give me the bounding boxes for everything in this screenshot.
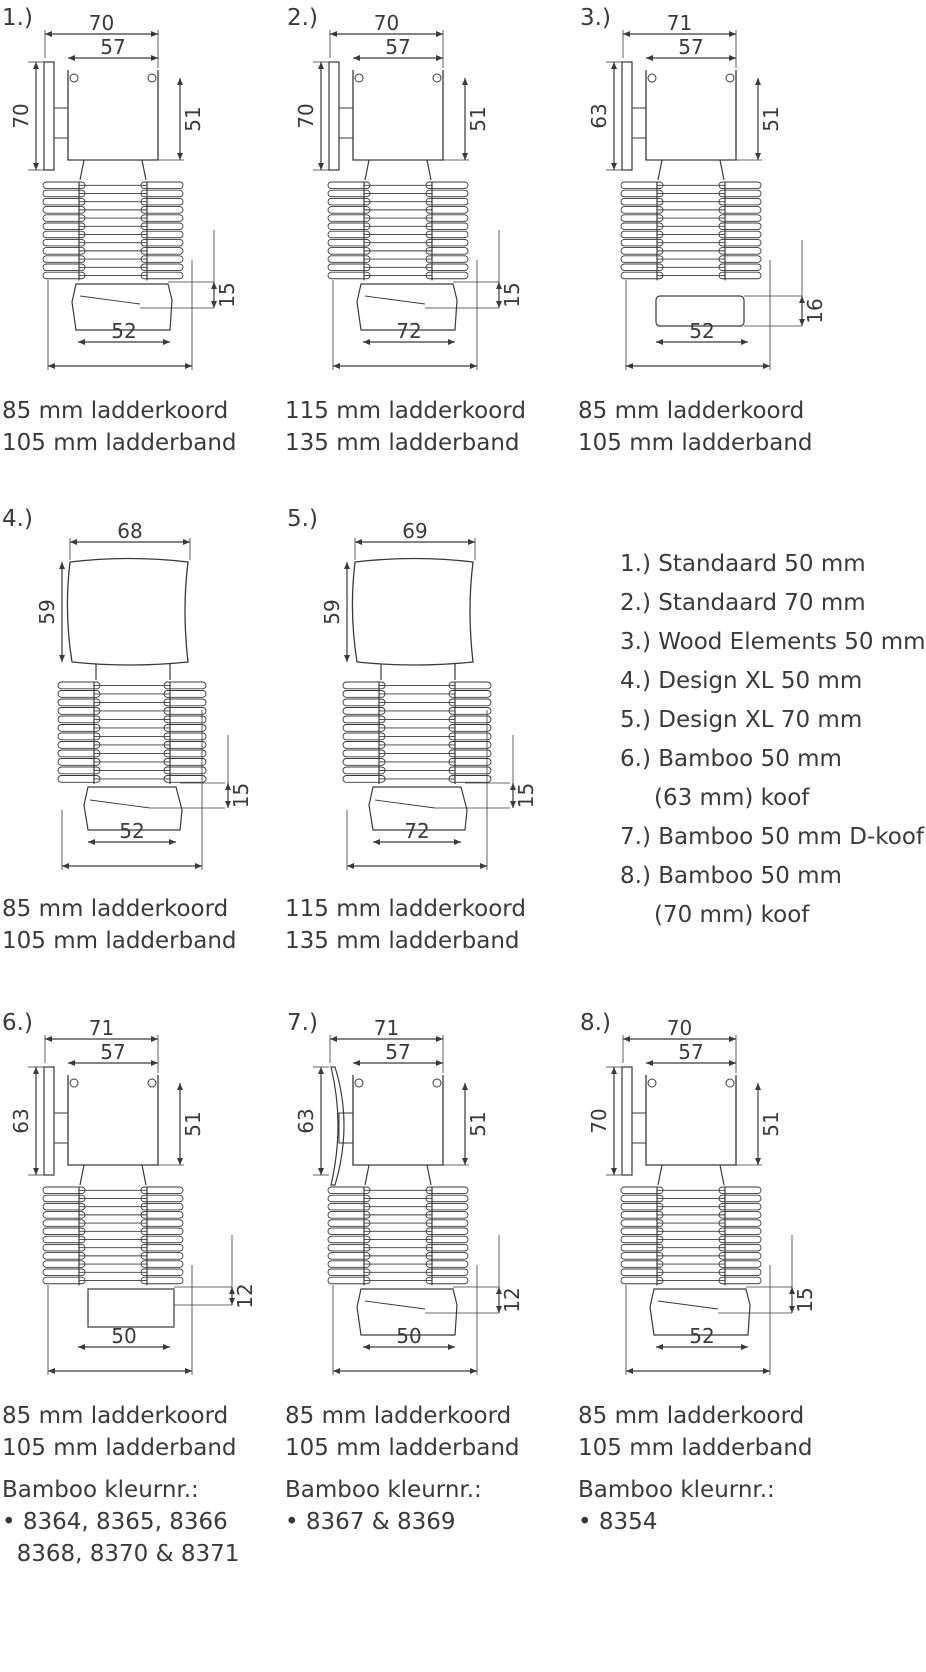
mounting-plate: [44, 62, 54, 170]
dimension-label: 71: [88, 1016, 115, 1040]
ladderkoord-text: 85 mm ladderkoord: [285, 1403, 512, 1429]
dimension-label: 52: [689, 319, 715, 343]
dimension-label: 15: [229, 782, 253, 809]
arrow-head: [454, 839, 461, 845]
arrow-head: [78, 1344, 85, 1350]
bottom-rail-line: [365, 296, 425, 304]
cord-caption: [285, 1400, 520, 1538]
stack-edge: [142, 160, 146, 180]
head-rail: [353, 1075, 443, 1165]
ladderband-text: 105 mm ladderband: [578, 430, 813, 456]
panel-number: 8.): [580, 1010, 611, 1036]
bracket: [339, 108, 353, 138]
rail-hook: [726, 1079, 734, 1087]
arrow-head: [318, 62, 324, 69]
arrow-head: [462, 153, 468, 160]
arrow-head: [163, 339, 170, 345]
head-rail: [646, 1075, 736, 1165]
bamboo-title: Bamboo kleurnr.:: [285, 1477, 482, 1503]
mounting-plate: [329, 62, 339, 170]
panel-number: 6.): [2, 1010, 33, 1036]
dimension-label: 50: [396, 1324, 422, 1348]
model-legend: [620, 545, 926, 935]
dimension-label: 63: [294, 1108, 318, 1134]
cord-caption: [578, 395, 813, 459]
stack-edge: [80, 160, 84, 180]
dimension-label: 57: [385, 1040, 411, 1064]
arrow-head: [763, 1368, 770, 1374]
arrow-head: [436, 31, 443, 37]
arrow-head: [448, 339, 455, 345]
arrow-head: [755, 1158, 761, 1165]
arrow-head: [177, 78, 183, 85]
arrow-head: [78, 339, 85, 345]
arrow-head: [318, 163, 324, 170]
legend-item: 3.) Wood Elements 50 mm: [620, 629, 926, 655]
stack-edge: [80, 1165, 84, 1185]
arrow-head: [470, 363, 477, 369]
bottom-rail-line: [365, 1301, 425, 1309]
arrow-head: [151, 1060, 158, 1066]
ladderkoord-text: 85 mm ladderkoord: [2, 1403, 229, 1429]
ladderband-text: 135 mm ladderband: [285, 928, 520, 954]
dimension-label: 12: [500, 1287, 524, 1313]
arrow-head: [646, 55, 653, 61]
ladderkoord-text: 115 mm ladderkoord: [285, 896, 526, 922]
legend-item: 5.) Design XL 70 mm: [620, 707, 863, 733]
dimension-label: 70: [294, 103, 318, 129]
ladderkoord-text: 85 mm ladderkoord: [578, 398, 805, 424]
head-rail: [646, 70, 736, 160]
dimension-label: 70: [9, 103, 33, 129]
panel-number: 2.): [287, 5, 318, 31]
arrow-head: [344, 562, 350, 569]
arrow-head: [318, 1168, 324, 1175]
head-rail: [352, 559, 473, 666]
technical-drawing: [0, 1005, 300, 1395]
arrow-head: [656, 1344, 663, 1350]
legend-item: 4.) Design XL 50 mm: [620, 668, 863, 694]
arrow-head: [185, 1368, 192, 1374]
arrow-head: [347, 863, 354, 869]
ladderkoord-text: 85 mm ladderkoord: [2, 398, 229, 424]
arrow-head: [363, 1344, 370, 1350]
bottom-bar: [88, 1289, 174, 1327]
arrow-head: [33, 1067, 39, 1074]
arrow-head: [45, 31, 52, 37]
technical-drawing: [0, 0, 300, 390]
bracket: [54, 1113, 68, 1143]
dimension-label: 70: [666, 1016, 693, 1040]
dimension-label: 16: [803, 298, 827, 324]
rail-hook: [70, 1079, 78, 1087]
dimension-label: 63: [587, 103, 611, 129]
bamboo-title: Bamboo kleurnr.:: [2, 1477, 199, 1503]
arrow-head: [623, 31, 630, 37]
dimension-label: 52: [689, 1324, 715, 1348]
arrow-head: [729, 1060, 736, 1066]
bottom-rail-line: [658, 1301, 718, 1309]
dimension-label: 51: [759, 106, 783, 132]
ladderkoord-text: 115 mm ladderkoord: [285, 398, 526, 424]
arrow-head: [185, 363, 192, 369]
dimension-label: 15: [793, 1287, 817, 1313]
arrow-head: [48, 1368, 55, 1374]
dimension-label: 50: [111, 1324, 137, 1348]
bracket: [54, 108, 68, 138]
panel-number: 5.): [287, 506, 318, 532]
dimension-label: 51: [466, 106, 490, 132]
technical-drawing: [578, 0, 878, 390]
ladderkoord-text: 85 mm ladderkoord: [578, 1403, 805, 1429]
arrow-head: [195, 863, 202, 869]
arrow-head: [151, 31, 158, 37]
arrow-head: [729, 31, 736, 37]
bamboo-colors: • 8354: [578, 1509, 658, 1535]
cord-caption: [2, 1400, 239, 1570]
arrow-head: [646, 1060, 653, 1066]
ladderband-text: 105 mm ladderband: [2, 1435, 237, 1461]
arrow-head: [626, 363, 633, 369]
bamboo-colors: • 8364, 8365, 8366: [2, 1509, 228, 1535]
arrow-head: [45, 1036, 52, 1042]
head-rail: [68, 70, 158, 160]
arrow-head: [729, 55, 736, 61]
arrow-head: [59, 562, 65, 569]
arrow-head: [373, 839, 380, 845]
legend-item: 1.) Standaard 50 mm: [620, 551, 866, 577]
arrow-head: [363, 339, 370, 345]
dimension-label: 71: [373, 1016, 400, 1040]
cord-caption: [285, 893, 526, 957]
legend-item: 6.) Bamboo 50 mm: [620, 746, 842, 772]
technical-drawing: [578, 1005, 878, 1395]
arrow-head: [33, 163, 39, 170]
bracket: [632, 1113, 646, 1143]
dimension-label: 51: [181, 106, 205, 132]
arrow-head: [462, 1083, 468, 1090]
arrow-head: [462, 1158, 468, 1165]
dimension-label: 69: [402, 519, 428, 543]
arrow-head: [330, 31, 337, 37]
rail-hook: [148, 1079, 156, 1087]
bracket: [632, 108, 646, 138]
arrow-head: [70, 539, 77, 545]
arrow-head: [177, 1158, 183, 1165]
dimension-label: 70: [373, 11, 400, 35]
bamboo-title: Bamboo kleurnr.:: [578, 1477, 775, 1503]
arrow-head: [763, 363, 770, 369]
bottom-rail-line: [80, 296, 140, 304]
arrow-head: [436, 1036, 443, 1042]
stack-edge: [658, 160, 662, 180]
arrow-head: [755, 78, 761, 85]
stack-edge: [142, 1165, 146, 1185]
arrow-head: [169, 839, 176, 845]
dimension-label: 70: [587, 1108, 611, 1134]
arrow-head: [68, 55, 75, 61]
arrow-head: [611, 1067, 617, 1074]
dimension-label: 51: [466, 1111, 490, 1137]
arrow-head: [611, 1168, 617, 1175]
panel-number: 1.): [2, 5, 33, 31]
stack-edge: [720, 1165, 724, 1185]
arrow-head: [729, 1036, 736, 1042]
bottom-rail-line: [375, 800, 435, 808]
dimension-label: 71: [666, 11, 693, 35]
arrow-head: [436, 1060, 443, 1066]
dimension-label: 59: [35, 599, 59, 625]
rail-hook: [648, 1079, 656, 1087]
ladderkoord-text: 85 mm ladderkoord: [2, 896, 229, 922]
cord-caption: [2, 893, 237, 957]
dimension-label: 51: [759, 1111, 783, 1137]
mounting-plate: [622, 62, 632, 170]
stack-edge: [365, 160, 369, 180]
mounting-plate: [622, 1067, 632, 1175]
dimension-label: 52: [111, 319, 137, 343]
arrow-head: [626, 1368, 633, 1374]
rail-hook: [355, 74, 363, 82]
arrow-head: [480, 863, 487, 869]
head-rail: [67, 559, 188, 666]
arrow-head: [151, 55, 158, 61]
arrow-head: [318, 1067, 324, 1074]
bottom-rail-line: [90, 800, 150, 808]
panel-number: 4.): [2, 506, 33, 532]
stack-edge: [658, 1165, 662, 1185]
ladderband-text: 105 mm ladderband: [285, 1435, 520, 1461]
stack-edge: [427, 160, 431, 180]
stack-edge: [365, 1165, 369, 1185]
rail-hook: [148, 74, 156, 82]
technical-drawing: [285, 0, 585, 390]
arrow-head: [353, 55, 360, 61]
dimension-label: 57: [100, 35, 126, 59]
bracket: [339, 1113, 353, 1143]
ladderband-text: 105 mm ladderband: [2, 430, 237, 456]
ladderband-text: 105 mm ladderband: [578, 1435, 813, 1461]
panel-number: 3.): [580, 5, 611, 31]
dimension-label: 15: [215, 282, 239, 308]
legend-item: 2.) Standaard 70 mm: [620, 590, 866, 616]
technical-drawing: [285, 1005, 585, 1395]
arrow-head: [755, 1083, 761, 1090]
cord-caption: [2, 395, 237, 459]
arrow-head: [33, 1168, 39, 1175]
cord-caption: [285, 395, 526, 459]
dimension-label: 59: [320, 599, 344, 625]
arrow-head: [741, 1344, 748, 1350]
arrow-head: [330, 1036, 337, 1042]
d-valance-plate: [331, 1067, 344, 1185]
rail-hook: [648, 74, 656, 82]
arrow-head: [344, 655, 350, 662]
arrow-head: [448, 1344, 455, 1350]
legend-item: 7.) Bamboo 50 mm D-koof: [620, 824, 925, 850]
arrow-head: [470, 1368, 477, 1374]
dimension-label: 15: [500, 282, 524, 308]
legend-item-continuation: (70 mm) koof: [654, 902, 810, 928]
bamboo-colors: • 8367 & 8369: [285, 1509, 456, 1535]
dimension-label: 57: [100, 1040, 126, 1064]
arrow-head: [59, 655, 65, 662]
rail-hook: [355, 1079, 363, 1087]
dimension-label: 51: [181, 1111, 205, 1137]
arrow-head: [355, 539, 362, 545]
head-rail: [353, 70, 443, 160]
dimension-label: 57: [385, 35, 411, 59]
rail-hook: [726, 74, 734, 82]
arrow-head: [333, 363, 340, 369]
dimension-label: 70: [88, 11, 115, 35]
arrow-head: [656, 339, 663, 345]
cord-caption: [578, 1400, 813, 1538]
dimension-label: 72: [396, 319, 422, 343]
arrow-head: [48, 363, 55, 369]
arrow-head: [468, 539, 475, 545]
arrow-head: [177, 1083, 183, 1090]
ladderband-text: 135 mm ladderband: [285, 430, 520, 456]
ladderband-text: 105 mm ladderband: [2, 928, 237, 954]
arrow-head: [353, 1060, 360, 1066]
rail-hook: [433, 1079, 441, 1087]
arrow-head: [151, 1036, 158, 1042]
technical-drawing: [0, 500, 300, 890]
dimension-label: 68: [117, 519, 143, 543]
arrow-head: [88, 839, 95, 845]
arrow-head: [436, 55, 443, 61]
dimension-label: 57: [678, 1040, 704, 1064]
arrow-head: [462, 78, 468, 85]
rail-hook: [433, 74, 441, 82]
arrow-head: [623, 1036, 630, 1042]
dimension-label: 57: [678, 35, 704, 59]
arrow-head: [163, 1344, 170, 1350]
arrow-head: [68, 1060, 75, 1066]
dimension-label: 15: [514, 782, 538, 809]
head-rail: [68, 1075, 158, 1165]
mounting-plate: [44, 1067, 54, 1175]
arrow-head: [611, 163, 617, 170]
dimension-label: 72: [404, 819, 430, 843]
arrow-head: [62, 863, 69, 869]
panel-number: 7.): [287, 1010, 318, 1036]
legend-item-continuation: (63 mm) koof: [654, 785, 810, 811]
arrow-head: [611, 62, 617, 69]
arrow-head: [755, 153, 761, 160]
arrow-head: [741, 339, 748, 345]
technical-drawing: [285, 500, 585, 890]
dimension-label: 12: [233, 1283, 257, 1309]
legend-item: 8.) Bamboo 50 mm: [620, 863, 842, 889]
arrow-head: [33, 62, 39, 69]
arrow-head: [177, 153, 183, 160]
arrow-head: [333, 1368, 340, 1374]
rail-hook: [70, 74, 78, 82]
dimension-label: 63: [9, 1108, 33, 1134]
arrow-head: [183, 539, 190, 545]
bamboo-colors: 8368, 8370 & 8371: [2, 1541, 240, 1567]
stack-edge: [720, 160, 724, 180]
stack-edge: [427, 1165, 431, 1185]
dimension-label: 52: [119, 819, 145, 843]
